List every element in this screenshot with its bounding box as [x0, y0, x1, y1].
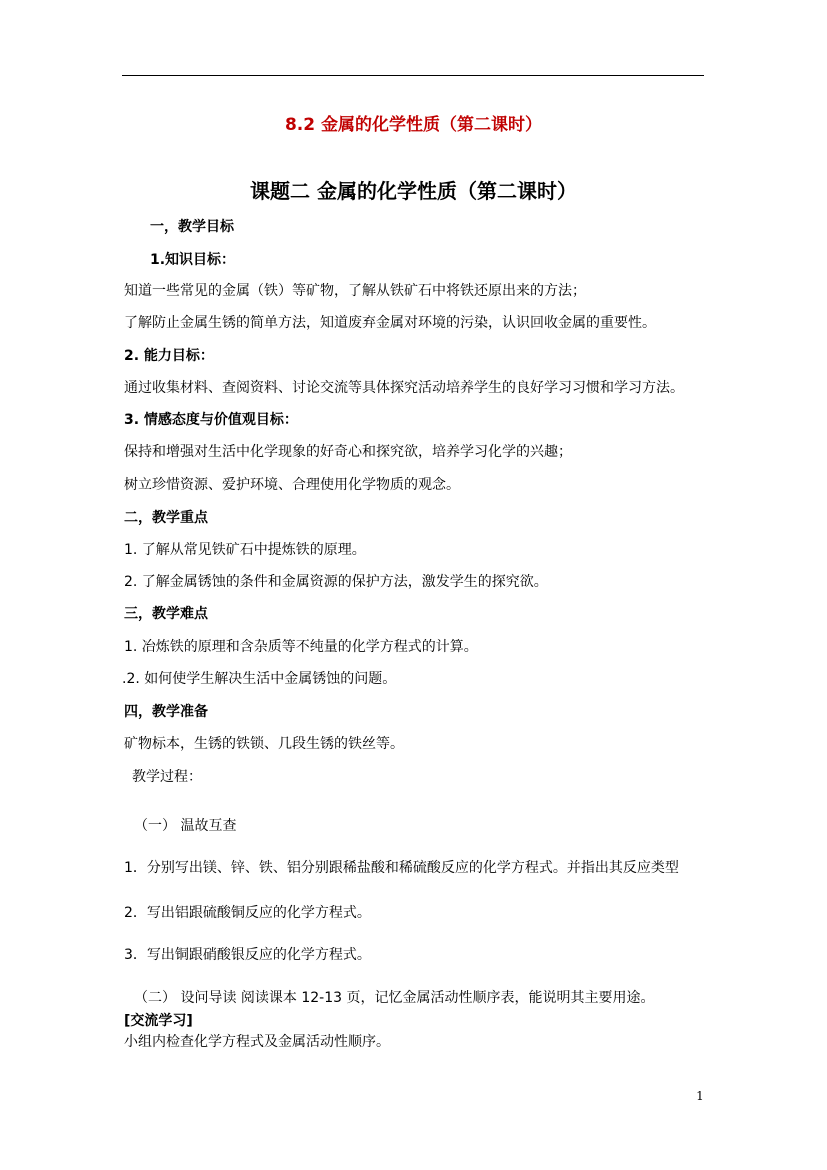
- part-one-heading: （一） 温故互查: [134, 818, 237, 834]
- review-question-2: 2．写出铝跟硫酸铜反应的化学方程式。: [124, 905, 371, 921]
- section-heading-key-points: 二，教学重点: [124, 510, 208, 526]
- section-heading-difficulties: 三，教学难点: [124, 606, 208, 622]
- part-two-heading: （二） 设问导读 阅读课本 12-13 页，记忆金属活动性顺序表，能说明其主要用途。: [134, 990, 655, 1006]
- ability-objectives-heading: 2. 能力目标：: [124, 348, 214, 364]
- lesson-title: 课题二 金属的化学性质（第二课时）: [250, 179, 577, 203]
- review-question-3: 3．写出铜跟硝酸银反应的化学方程式。: [124, 947, 371, 963]
- exchange-learning-text: 小组内检查化学方程式及金属活动性顺序。: [124, 1034, 390, 1050]
- emotion-objective-1: 保持和增强对生活中化学现象的好奇心和探究欲，培养学习化学的兴趣；: [124, 444, 572, 460]
- preparation-1: 矿物标本，生锈的铁锁、几段生锈的铁丝等。: [124, 736, 404, 752]
- teaching-process-heading: 教学过程：: [132, 769, 202, 785]
- exchange-learning-heading: [交流学习]: [124, 1013, 193, 1029]
- difficulty-1: 1. 冶炼铁的原理和含杂质等不纯量的化学方程式的计算。: [124, 639, 478, 655]
- section-heading-preparation: 四，教学准备: [124, 704, 208, 720]
- page-number: 1: [696, 1089, 704, 1103]
- emotion-objectives-heading: 3. 情感态度与价值观目标：: [124, 412, 298, 428]
- header-rule: [122, 75, 704, 76]
- difficulty-2: .2. 如何使学生解决生活中金属锈蚀的问题。: [122, 671, 397, 687]
- key-point-2: 2. 了解金属锈蚀的条件和金属资源的保护方法，激发学生的探究欲。: [124, 574, 548, 590]
- section-heading-objectives: 一，教学目标: [150, 219, 234, 235]
- review-question-1: 1．分别写出镁、锌、铁、铝分别跟稀盐酸和稀硫酸反应的化学方程式。并指出其反应类型: [124, 860, 679, 876]
- emotion-objective-2: 树立珍惜资源、爱护环境、合理使用化学物质的观念。: [124, 477, 460, 493]
- knowledge-objective-2: 了解防止金属生锈的简单方法，知道废弃金属对环境的污染，认识回收金属的重要性。: [124, 315, 656, 331]
- knowledge-objective-1: 知道一些常见的金属（铁）等矿物，了解从铁矿石中将铁还原出来的方法；: [124, 283, 586, 299]
- key-point-1: 1. 了解从常见铁矿石中提炼铁的原理。: [124, 542, 366, 558]
- document-title: 8.2 金属的化学性质（第二课时）: [284, 115, 543, 135]
- knowledge-objectives-heading: 1.知识目标：: [150, 252, 236, 268]
- ability-objective-1: 通过收集材料、查阅资料、讨论交流等具体探究活动培养学生的良好学习习惯和学习方法。: [124, 380, 684, 396]
